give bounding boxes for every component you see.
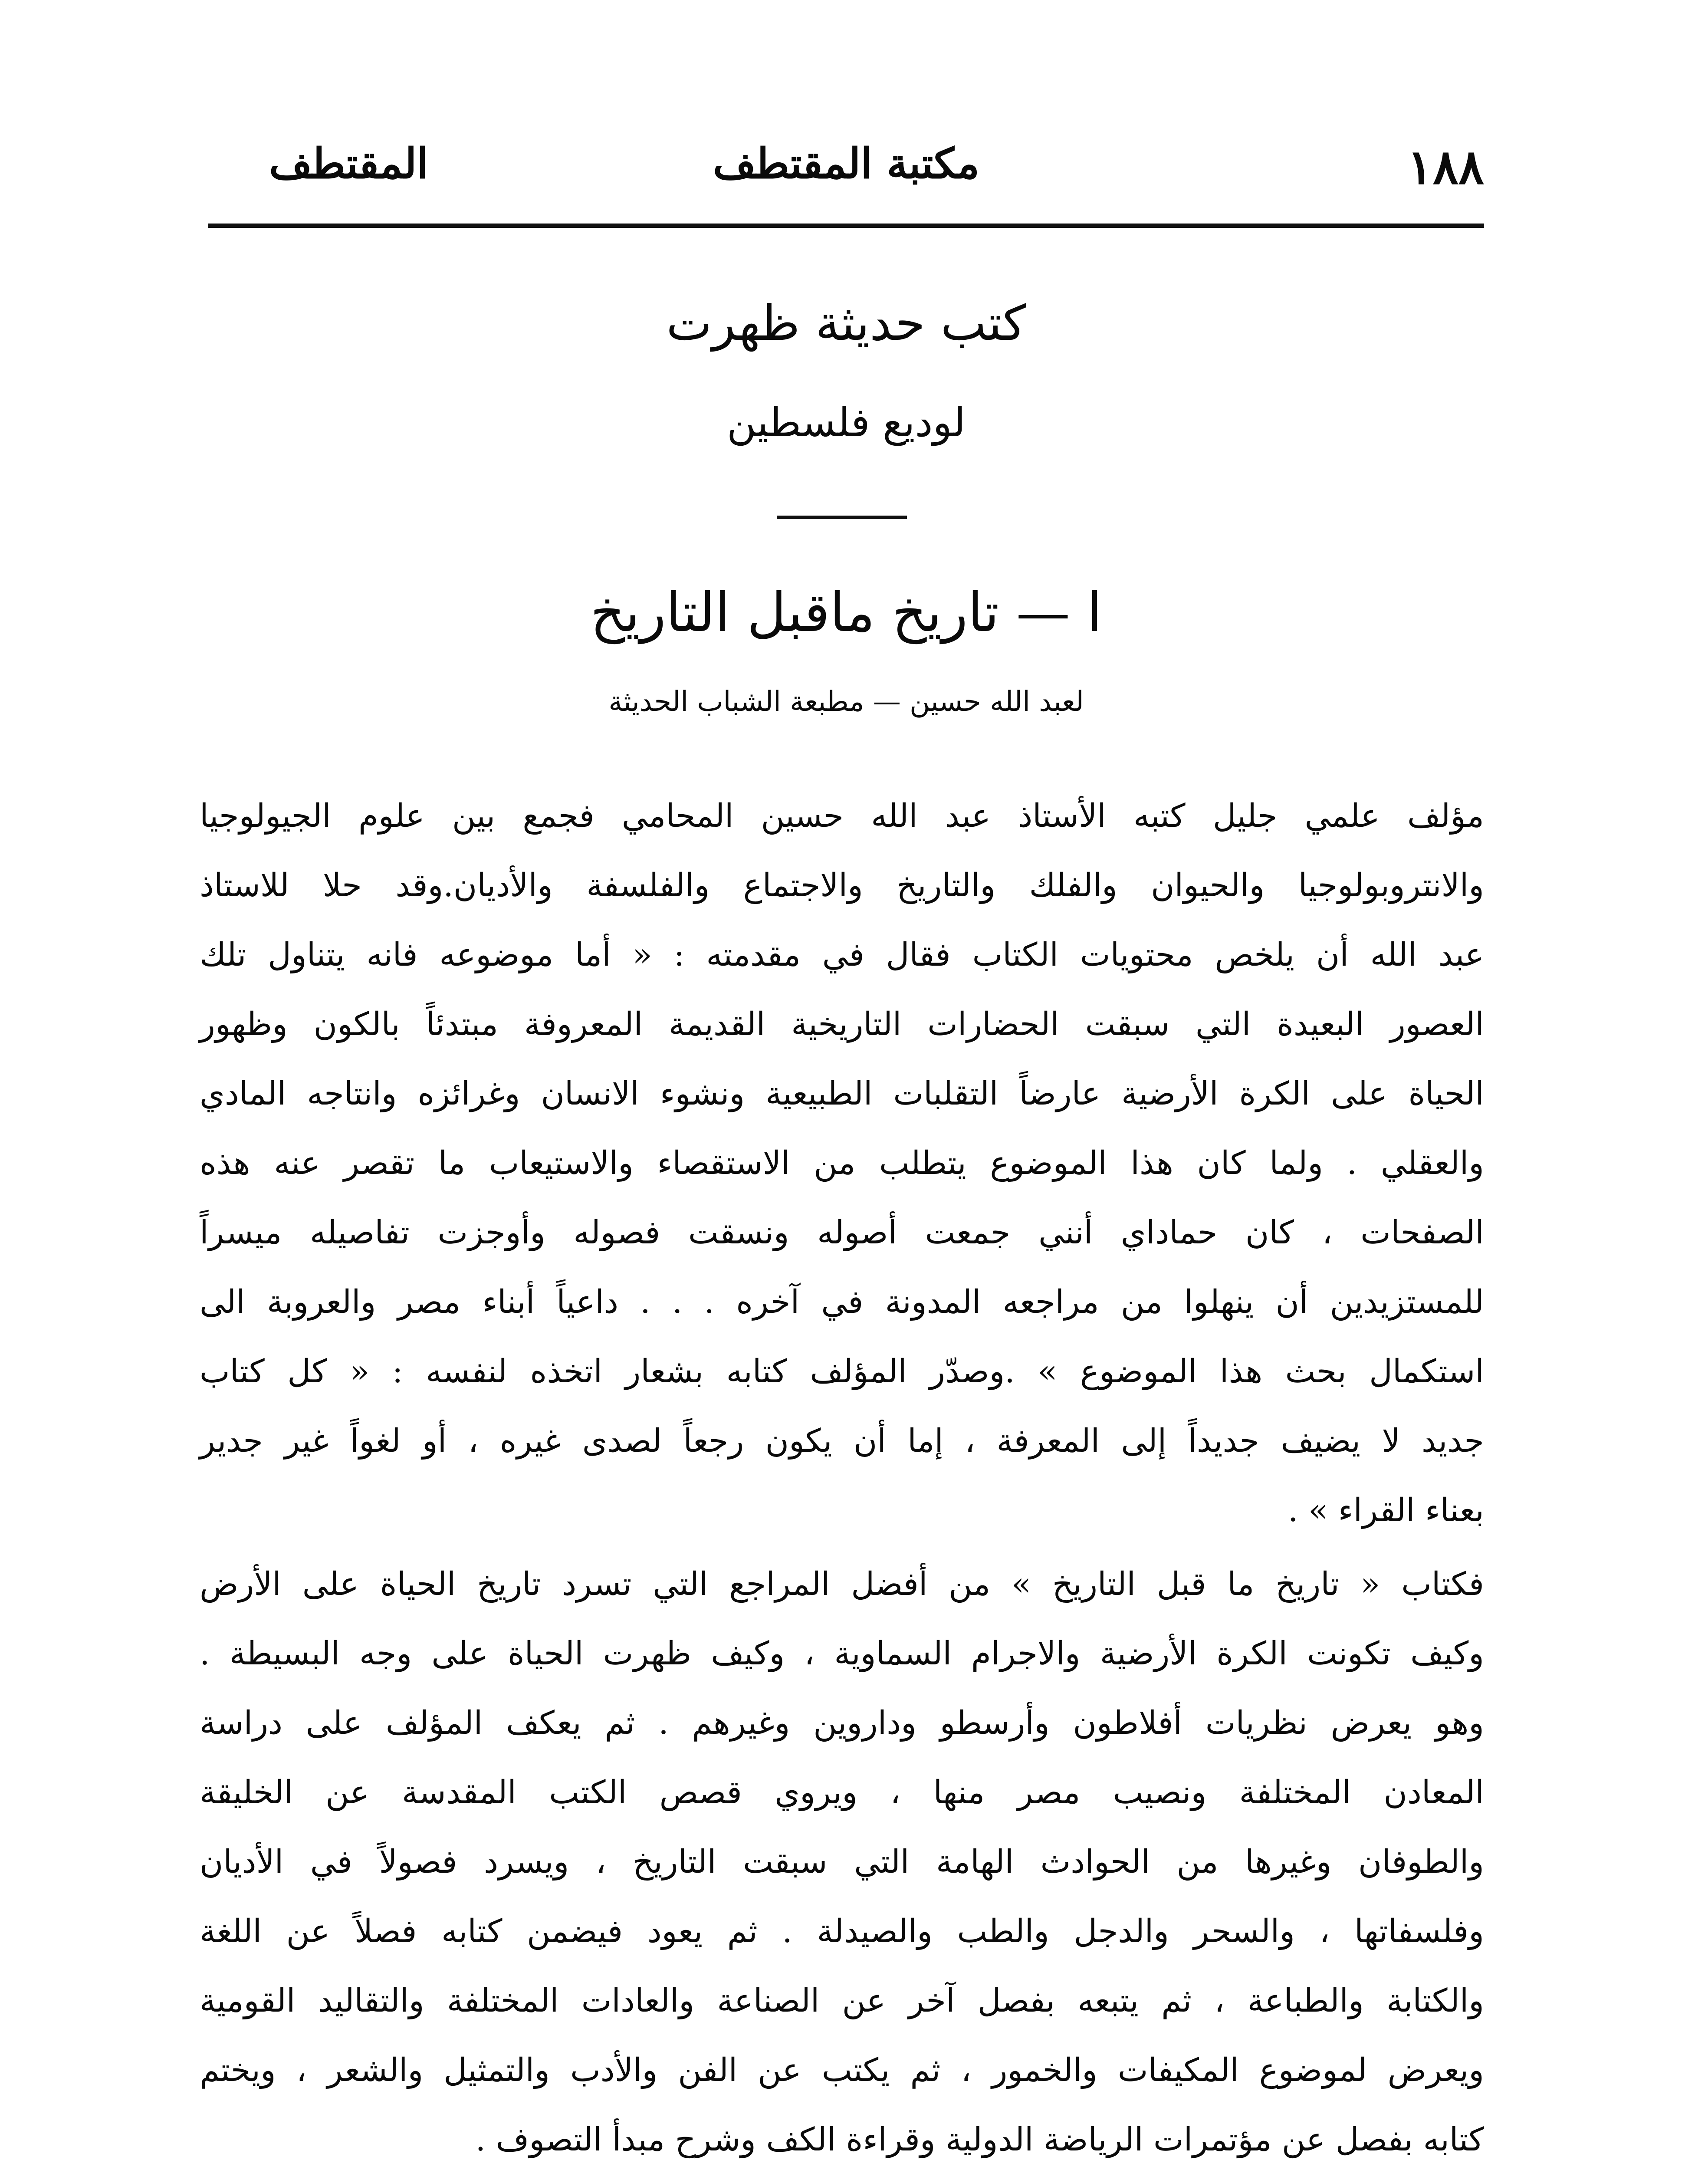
paragraph-2 [200,1549,1484,2170]
text-line: وكيف تكونت الكرة الأرضية والاجرام السماوية ، وكيف ظهرت الحياة على وجه البسيطة . [200,1635,1484,1672]
text-line: الصفحات ، كان حماداي أنني جمعت أصوله ونسقت فصوله وأوجزت تفاصيله ميسراً [200,1214,1484,1251]
text-line: للمستزيدين أن ينهلوا من مراجعه المدونة في آخره . . . داعياً أبناء مصر والعروبة الى [200,1283,1484,1321]
book-meta: لعبد الله حسين — مطبعة الشباب الحديثة [608,686,1084,718]
header-rule [208,224,1484,228]
text-line: مؤلف علمي جليل كتبه الأستاذ عبد الله حسين المحامي فجمع بين علوم الجيولوجيا [200,797,1484,835]
journal-name: المقتطف [269,139,429,188]
running-head [208,130,1484,200]
divider [777,516,907,519]
text-line: كتابه بفصل عن مؤتمرات الرياضة الدولية وقراءة الكف وشرح مبدأ التصوف . [475,2121,1484,2158]
paragraph-1 [200,781,1484,1545]
text-line: والكتابة والطباعة ، ثم يتبعه بفصل آخر عن الصناعة والعادات المختلفة والتقاليد القومية [200,1982,1484,2019]
text-line: وفلسفاتها ، والسحر والدجل والطب والصيدلة . ثم يعود فيضمن كتابه فصلاً عن اللغة [200,1913,1484,1950]
text-line: الحياة على الكرة الأرضية عارضاً التقلبات الطبيعية ونشوء الانسان وغرائزه وانتاجه المادي [200,1075,1484,1112]
section-title: كتب حديثة ظهرت [666,295,1026,352]
text-line: والعقلي . ولما كان هذا الموضوع يتطلب من الاستقصاء والاستيعاب ما تقصر عنه هذه [200,1144,1484,1182]
text-line: وهو يعرض نظريات أفلاطون وأرسطو وداروين وغيرهم . ثم يعكف المؤلف على دراسة [200,1704,1484,1742]
text-line: والانتروبولوجيا والحيوان والفلك والتاريخ والاجتماع والفلسفة والأديان.وقد حلا للاستاذ [200,867,1484,904]
section-header: مكتبة المقتطف [713,139,980,188]
text-line: عبد الله أن يلخص محتويات الكتاب فقال في مقدمته : « أما موضوعه فانه يتناول تلك [200,936,1484,973]
section-subtitle: لوديع فلسطين [726,399,966,446]
book-title: ا — تاريخ ماقبل التاريخ [590,582,1102,644]
text-line: جديد لا يضيف جديداً إلى المعرفة ، إما أن يكون رجعاً لصدى غيره ، أو لغواً غير جدير [200,1422,1484,1460]
text-line: بعناء القراء » . [1288,1492,1484,1529]
text-line: ويعرض لموضوع المكيفات والخمور ، ثم يكتب عن الفن والأدب والتمثيل والشعر ، ويختم [200,2052,1484,2089]
text-line: العصور البعيدة التي سبقت الحضارات التاريخية القديمة المعروفة مبتدئاً بالكون وظهور [200,1006,1484,1043]
text-line: استكمال بحث هذا الموضوع » .وصدّر المؤلف كتابه بشعار اتخذه لنفسه : « كل كتاب [200,1353,1484,1390]
text-line: والطوفان وغيرها من الحوادث الهامة التي سبقت التاريخ ، ويسرد فصولاً في الأديان [200,1843,1484,1881]
page-number: ١٨٨ [1407,139,1484,195]
text-line: المعادن المختلفة ونصيب مصر منها ، ويروي قصص الكتب المقدسة عن الخليقة [200,1774,1484,1811]
text-line: فكتاب « تاريخ ما قبل التاريخ » من أفضل المراجع التي تسرد تاريخ الحياة على الأرض [200,1565,1484,1603]
